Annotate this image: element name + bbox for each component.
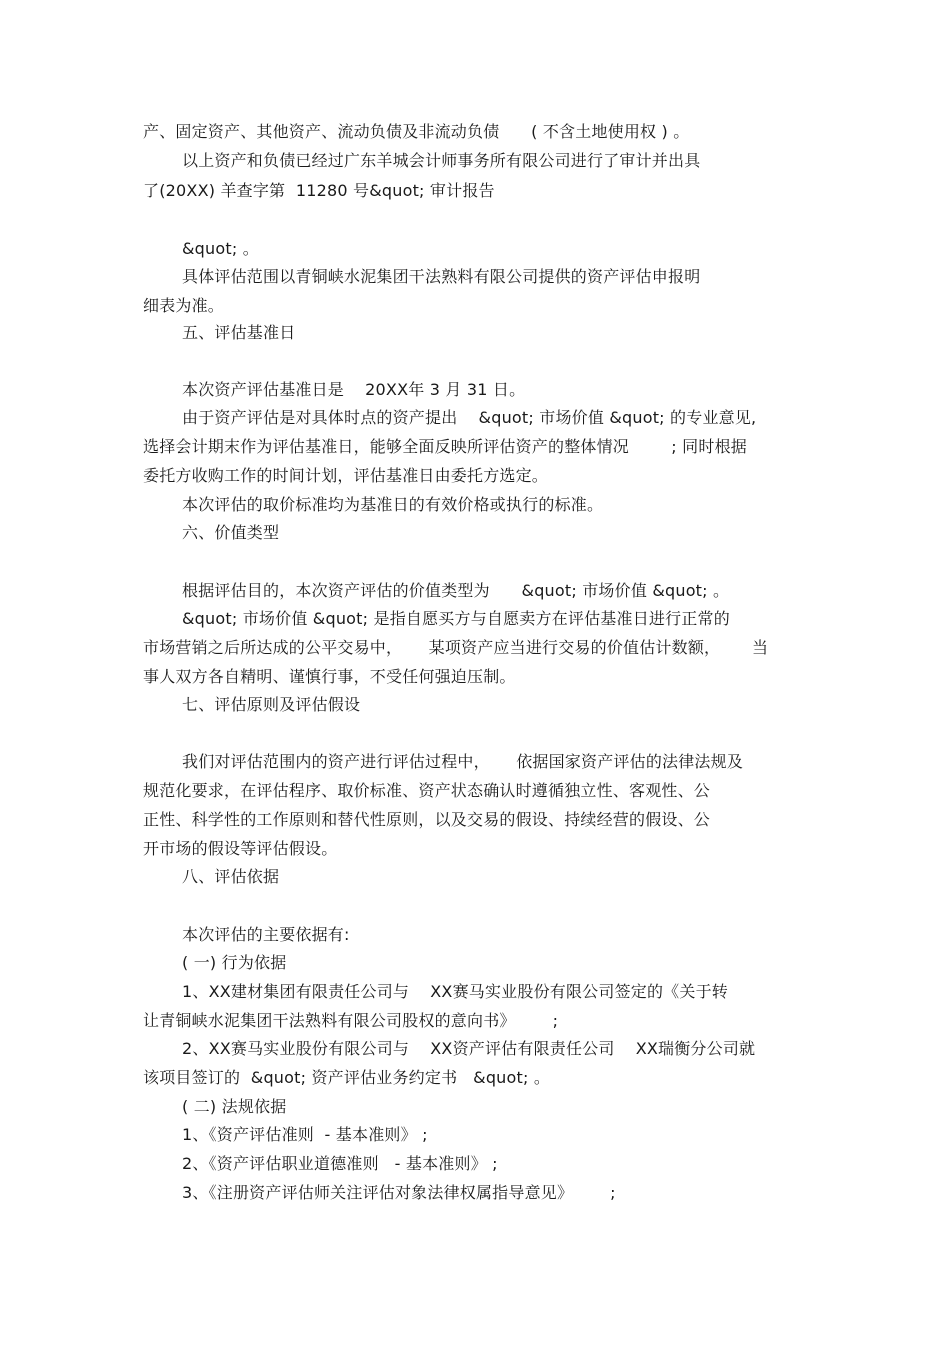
section-heading: 八、评估依据	[182, 867, 280, 886]
text-line: 本次评估的取价标准均为基准日的有效价格或执行的标准。	[182, 495, 604, 514]
text-line: 由于资产评估是对具体时点的资产提出 &quot; 市场价值 &quot; 的专业意见,	[182, 408, 757, 427]
text-line: 该项目签订的 &quot; 资产评估业务约定书 &quot; 。	[143, 1068, 551, 1087]
text-line: 产、固定资产、其他资产、流动负债及非流动负债 ( 不含土地使用权 ) 。	[143, 122, 690, 141]
section-heading: 五、评估基准日	[182, 323, 296, 342]
sub-heading: ( 一) 行为依据	[182, 953, 287, 972]
text-line: 具体评估范围以青铜峡水泥集团干法熟料有限公司提供的资产评估申报明	[182, 267, 701, 286]
list-item: 2、《资产评估职业道德准则 - 基本准则》 ;	[182, 1154, 498, 1173]
section-heading: 七、评估原则及评估假设	[182, 695, 361, 714]
text-line: 委托方收购工作的时间计划，评估基准日由委托方选定。	[143, 466, 549, 485]
text-line: 让青铜峡水泥集团干法熟料有限公司股权的意向书》 ;	[143, 1011, 559, 1030]
text-line: 正性、科学性的工作原则和替代性原则，以及交易的假设、持续经营的假设、公	[143, 810, 711, 829]
text-line: &quot; 市场价值 &quot; 是指自愿买方与自愿卖方在评估基准日进行正常的	[182, 609, 730, 628]
text-line: 选择会计期末作为评估基准日，能够全面反映所评估资产的整体情况 ; 同时根据	[143, 437, 747, 456]
text-line: 2、XX赛马实业股份有限公司与 XX资产评估有限责任公司 XX瑞衡分公司就	[182, 1039, 756, 1058]
text-line: 事人双方各自精明、谨慎行事，不受任何强迫压制。	[143, 667, 516, 686]
text-line: 开市场的假设等评估假设。	[143, 839, 338, 858]
list-item: 1、《资产评估准则 - 基本准则》 ;	[182, 1125, 428, 1144]
sub-heading: ( 二) 法规依据	[182, 1097, 287, 1116]
text-line: 了(20XX) 羊查字第 11280 号&quot; 审计报告	[143, 181, 495, 200]
section-heading: 六、价值类型	[182, 523, 280, 542]
text-line: 规范化要求，在评估程序、取价标准、资产状态确认时遵循独立性、客观性、公	[143, 781, 711, 800]
text-line: 细表为准。	[143, 296, 225, 315]
text-line: 本次评估的主要依据有:	[182, 925, 350, 944]
text-line: 根据评估目的，本次资产评估的价值类型为 &quot; 市场价值 &quot; 。	[182, 581, 730, 600]
list-item: 3、《注册资产评估师关注评估对象法律权属指导意见》 ;	[182, 1183, 616, 1202]
text-line: 市场营销之后所达成的公平交易中， 某项资产应当进行交易的价值估计数额， 当	[143, 638, 769, 657]
text-line: &quot; 。	[182, 239, 259, 258]
text-line: 本次资产评估基准日是 20XX年 3 月 31 日。	[182, 380, 526, 399]
text-line: 我们对评估范围内的资产进行评估过程中， 依据国家资产评估的法律法规及	[182, 752, 744, 771]
text-line: 以上资产和负债已经过广东羊城会计师事务所有限公司进行了审计并出具	[182, 151, 701, 170]
text-line: 1、XX建材集团有限责任公司与 XX赛马实业股份有限公司签定的《关于转	[182, 982, 728, 1001]
